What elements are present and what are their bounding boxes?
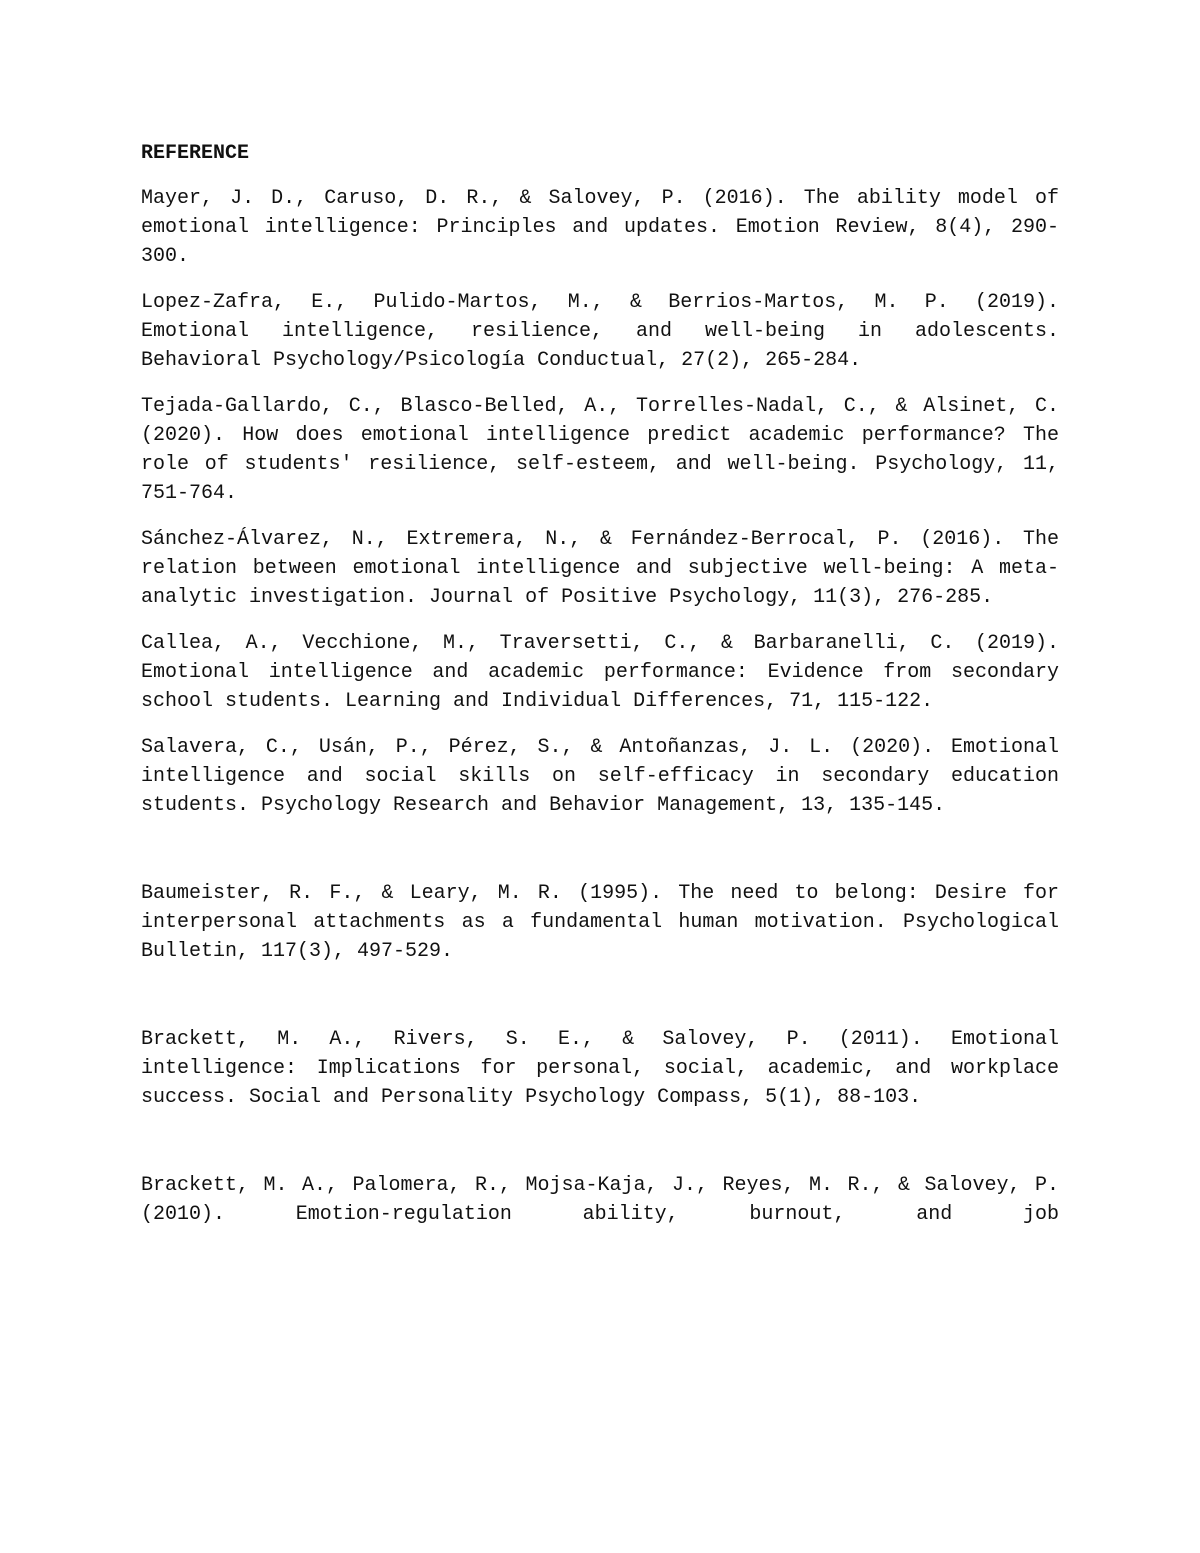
references-heading: REFERENCE — [141, 142, 250, 165]
reference-entry: Sánchez-Álvarez, N., Extremera, N., & Fernández-Berrocal, P. (2016). The relation between emotional intelligence and subjective well-being: A meta-analytic investigation. Journal of Positive Psychology, 11(3), 276-285. — [141, 528, 1059, 609]
reference-entry: Mayer, J. D., Caruso, D. R., & Salovey, P. (2016). The ability model of emotional intelligence: Principles and updates. Emotion Review, 8(4), 290-300. — [141, 187, 1059, 268]
reference-entry: Brackett, M. A., Palomera, R., Mojsa-Kaja, J., Reyes, M. R., & Salovey, P. (2010). Emotion-regulation ability, burnout, and job — [141, 1174, 1059, 1226]
reference-entry: Salavera, C., Usán, P., Pérez, S., & Antoñanzas, J. L. (2020). Emotional intelligence and social skills on self-efficacy in secondary education students. Psychology Research and Behavior Management, 13, 135-145. — [141, 736, 1059, 817]
reference-entry: Brackett, M. A., Rivers, S. E., & Salovey, P. (2011). Emotional intelligence: Implications for personal, social, academic, and workplace success. Social and Personality Psychology Compass, 5(1), 88-103. — [141, 1028, 1059, 1109]
reference-entry: Lopez-Zafra, E., Pulido-Martos, M., & Berrios-Martos, M. P. (2019). Emotional intelligence, resilience, and well-being in adolescents. Behavioral Psychology/Psicología Conductual, 27(2), 265-284. — [141, 291, 1059, 372]
reference-entry: Callea, A., Vecchione, M., Traversetti, C., & Barbaranelli, C. (2019). Emotional intelligence and academic performance: Evidence from secondary school students. Learning and Individual Differences, 71, 115-122. — [141, 632, 1059, 713]
reference-entry: Tejada-Gallardo, C., Blasco-Belled, A., Torrelles-Nadal, C., & Alsinet, C. (2020). How does emotional intelligence predict academic performance? The role of students' resilience, self-esteem, and well-being. Psychology, 11, 751-764. — [141, 395, 1059, 505]
reference-entry: Baumeister, R. F., & Leary, M. R. (1995). The need to belong: Desire for interpersonal attachments as a fundamental human motivation. Psychological Bulletin, 117(3), 497-529. — [141, 882, 1059, 963]
document-page — [141, 142, 1059, 1229]
